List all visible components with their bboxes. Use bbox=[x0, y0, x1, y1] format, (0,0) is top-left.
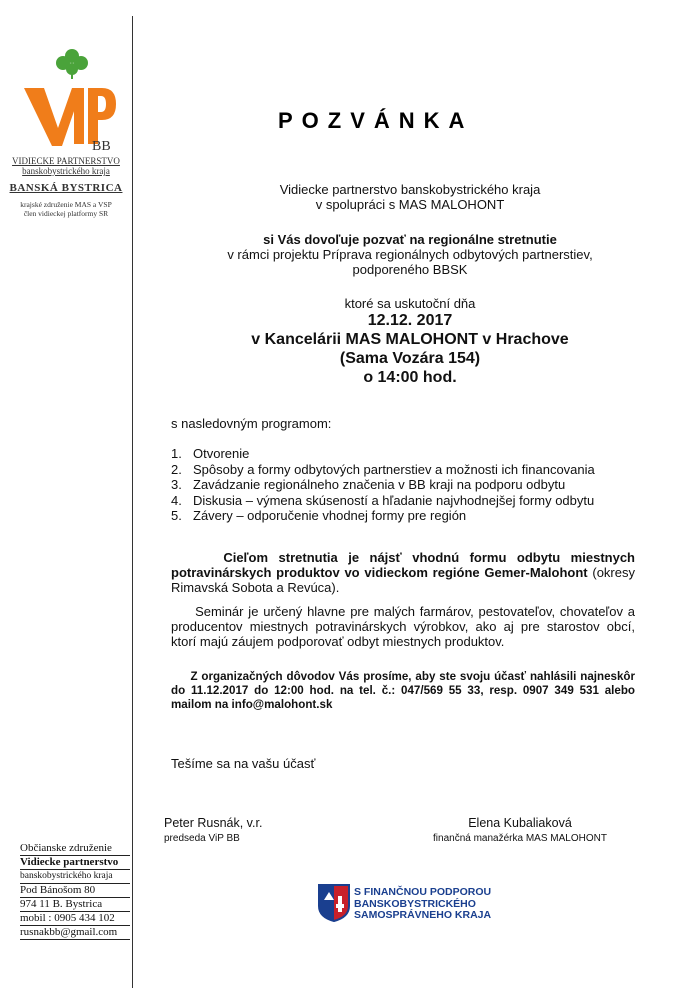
sidebar-org-name: VIDIECKE PARTNERSTVO banskobystrického kraja bbox=[12, 156, 120, 176]
bbsk-crest-icon bbox=[318, 884, 350, 922]
sidebar-divider bbox=[132, 16, 133, 988]
list-item: 3. Zavádzanie regionálneho značenia v BB kraji na podporu odbytu bbox=[171, 477, 566, 492]
closing-line: Tešíme sa na vašu účasť bbox=[171, 756, 316, 771]
sidebar-city: BANSKÁ BYSTRICA bbox=[9, 182, 123, 194]
list-item: 2. Spôsoby a formy odbytových partnerstiev a možnosti ich financovania bbox=[171, 461, 595, 477]
event-details: ktoré sa uskutoční dňa 12.12. 2017 v Kancelárii MAS MALOHONT v Hrachove (Sama Vozára 154) o 14:00 hod. bbox=[150, 296, 670, 387]
list-item: 4. Diskusia – výmena skúseností a hľadanie najvhodnejšej formy odbytu bbox=[171, 492, 595, 508]
contact-email: rusnakbb@gmail.com bbox=[20, 926, 130, 940]
vip-letters-icon bbox=[24, 88, 116, 146]
svg-text:BB: BB bbox=[92, 139, 111, 152]
sidebar-note: krajské združenie MAS a VSP člen vidieckej platformy SR bbox=[20, 200, 112, 218]
list-item: 1. Otvorenie bbox=[171, 446, 250, 461]
event-address: (Sama Vozára 154) bbox=[339, 350, 481, 367]
intro-block: Vidiecke partnerstvo banskobystrického kraja v spolupráci s MAS MALOHONT bbox=[279, 182, 541, 212]
goal-paragraph: Cieľom stretnutia je nájsť vhodnú formu odbytu miestnych potravinárskych produktov vo vidieckom regióne Gemer-Malohont (okresy Rimavská Sobota a Revúca). bbox=[171, 550, 635, 595]
invitation-block: si Vás dovoľuje pozvať na regionálne stretnutie v rámci projektu Príprava regionálnych odbytových partnerstiev, podporeného BBSK bbox=[227, 232, 593, 277]
list-item: 5. Závery – odporučenie vhodnej formy pre región bbox=[171, 508, 467, 523]
audience-paragraph: Seminár je určený hlavne pre malých farmárov, pestovateľov, chovateľov a producentov miestnych potravinárskych výrobkov, ako aj pre starostov obcí, ktorí majú záujem podporovať odbyt miestnych produktov. bbox=[171, 604, 635, 649]
registration-paragraph: Z organizačných dôvodov Vás prosíme, aby ste svoju účasť nahlásili najneskôr do 11.12.2017 do 12:00 hod. na tel. č.: 047/569 55 33, resp. 0907 349 531 alebo mailom na info@malohont.sk bbox=[171, 670, 636, 711]
program-intro: s nasledovným programom: bbox=[171, 416, 332, 431]
event-place: v Kancelárii MAS MALOHONT v Hrachove bbox=[251, 331, 569, 348]
clover-icon bbox=[56, 49, 88, 79]
bbsk-support-logo: S FINANČNOU PODPOROU BANSKOBYSTRICKÉHO SAMOSPRÁVNEHO KRAJA bbox=[318, 884, 518, 924]
sidebar-contact-block: Občianske združenie Vidiecke partnerstvo banskobystrického kraja Pod Bánošom 80 974 11 B. Bystrica mobil : 0905 434 102 rusnakbb@gmail.com bbox=[20, 842, 130, 940]
event-date: 12.12. 2017 bbox=[367, 312, 453, 329]
vip-bb-logo bbox=[22, 46, 118, 152]
signature-rusnak: Peter Rusnák, v.r. predseda ViP BB bbox=[164, 816, 263, 844]
signature-kubaliakova: Elena Kubaliaková finančná manažérka MAS MALOHONT bbox=[433, 816, 607, 844]
program-list bbox=[171, 446, 595, 524]
page-title: POZVÁNKA bbox=[278, 108, 474, 133]
event-time: o 14:00 hod. bbox=[363, 369, 457, 386]
